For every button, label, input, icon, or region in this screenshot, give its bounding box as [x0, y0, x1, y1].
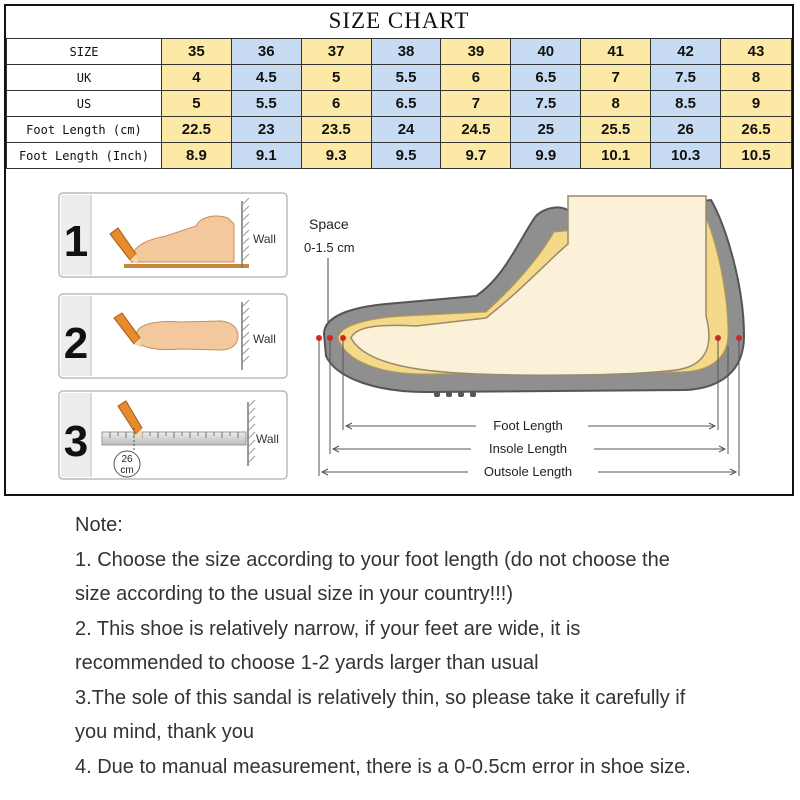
table-cell: 4	[161, 65, 231, 91]
note-line: 3.The sole of this sandal is relatively thin, so please take it carefully if	[75, 686, 686, 709]
table-cell: 9.9	[511, 143, 581, 169]
table-cell: 42	[651, 39, 721, 65]
table-cell: 4.5	[231, 65, 301, 91]
row-label: Foot Length (Inch)	[7, 143, 162, 169]
wall-label: Wall	[253, 232, 276, 246]
foot-top-icon	[136, 321, 238, 350]
note-line: 4. Due to manual measurement, there is a 0-0.5cm error in shoe size.	[75, 755, 691, 778]
table-cell: 26.5	[721, 117, 792, 143]
table-cell: 7.5	[651, 65, 721, 91]
table-cell: 24	[371, 117, 441, 143]
size-table	[6, 38, 792, 169]
table-cell: 8	[721, 65, 792, 91]
table-cell: 43	[721, 39, 792, 65]
shoe-diagram	[304, 196, 744, 479]
ruler-unit: cm	[120, 465, 134, 476]
table-cell: 10.1	[581, 143, 651, 169]
table-row	[7, 143, 792, 169]
table-cell: 25	[511, 117, 581, 143]
table-cell: 37	[301, 39, 371, 65]
table-cell: 40	[511, 39, 581, 65]
table-cell: 6.5	[511, 65, 581, 91]
table-cell: 9	[721, 91, 792, 117]
table-cell: 9.5	[371, 143, 441, 169]
table-cell: 5.5	[371, 65, 441, 91]
table-cell: 6	[441, 65, 511, 91]
table-cell: 7.5	[511, 91, 581, 117]
table-cell: 6	[301, 91, 371, 117]
table-cell: 26	[651, 117, 721, 143]
table-cell: 9.7	[441, 143, 511, 169]
measurement-diagram	[6, 166, 792, 496]
row-label: US	[7, 91, 162, 117]
table-cell: 39	[441, 39, 511, 65]
table-row	[7, 91, 792, 117]
table-row	[7, 117, 792, 143]
table-cell: 7	[441, 91, 511, 117]
table-cell: 8.9	[161, 143, 231, 169]
step-3-number: 3	[63, 417, 89, 466]
step-1-number: 1	[63, 217, 89, 266]
table-cell: 10.3	[651, 143, 721, 169]
table-cell: 25.5	[581, 117, 651, 143]
note-line: you mind, thank you	[75, 721, 254, 743]
insole-length-label: Insole Length	[488, 441, 568, 456]
step-3-panel	[59, 391, 287, 479]
step-1-panel	[59, 193, 287, 277]
table-row	[7, 39, 792, 65]
table-cell: 35	[161, 39, 231, 65]
step-2-panel	[59, 294, 287, 378]
note-line: 2. This shoe is relatively narrow, if your feet are wide, it is	[75, 617, 581, 640]
space-label: Space	[309, 216, 349, 232]
table-cell: 36	[231, 39, 301, 65]
table-cell: 5.5	[231, 91, 301, 117]
notes-heading: Note:	[75, 514, 123, 536]
table-cell: 23.5	[301, 117, 371, 143]
table-cell: 8	[581, 91, 651, 117]
table-cell: 23	[231, 117, 301, 143]
wall-label: Wall	[256, 432, 279, 446]
row-label: SIZE	[7, 39, 162, 65]
wall-label: Wall	[253, 332, 276, 346]
chart-title: SIZE CHART	[328, 8, 470, 33]
note-line: 1. Choose the size according to your foot length (do not choose the	[75, 548, 670, 571]
size-chart-frame	[4, 4, 794, 496]
table-cell: 7	[581, 65, 651, 91]
table-row	[7, 65, 792, 91]
table-cell: 6.5	[371, 91, 441, 117]
table-cell: 24.5	[441, 117, 511, 143]
foot-shape	[351, 196, 709, 375]
table-cell: 8.5	[651, 91, 721, 117]
foot-length-label: Foot Length	[493, 418, 563, 433]
note-line: recommended to choose 1-2 yards larger than usual	[75, 652, 539, 674]
table-cell: 9.1	[231, 143, 301, 169]
table-cell: 41	[581, 39, 651, 65]
table-cell: 5	[161, 91, 231, 117]
table-cell: 38	[371, 39, 441, 65]
ruler-value: 26	[121, 454, 133, 465]
step-2-number: 2	[63, 319, 89, 368]
table-cell: 22.5	[161, 117, 231, 143]
notes-section	[75, 508, 785, 784]
row-label: UK	[7, 65, 162, 91]
outsole-length-label: Outsole Length	[483, 464, 573, 479]
space-value: 0-1.5 cm	[304, 240, 355, 255]
row-label: Foot Length (cm)	[7, 117, 162, 143]
table-cell: 5	[301, 65, 371, 91]
note-line: size according to the usual size in your country!!!)	[75, 583, 513, 605]
table-cell: 10.5	[721, 143, 792, 169]
table-cell: 9.3	[301, 143, 371, 169]
